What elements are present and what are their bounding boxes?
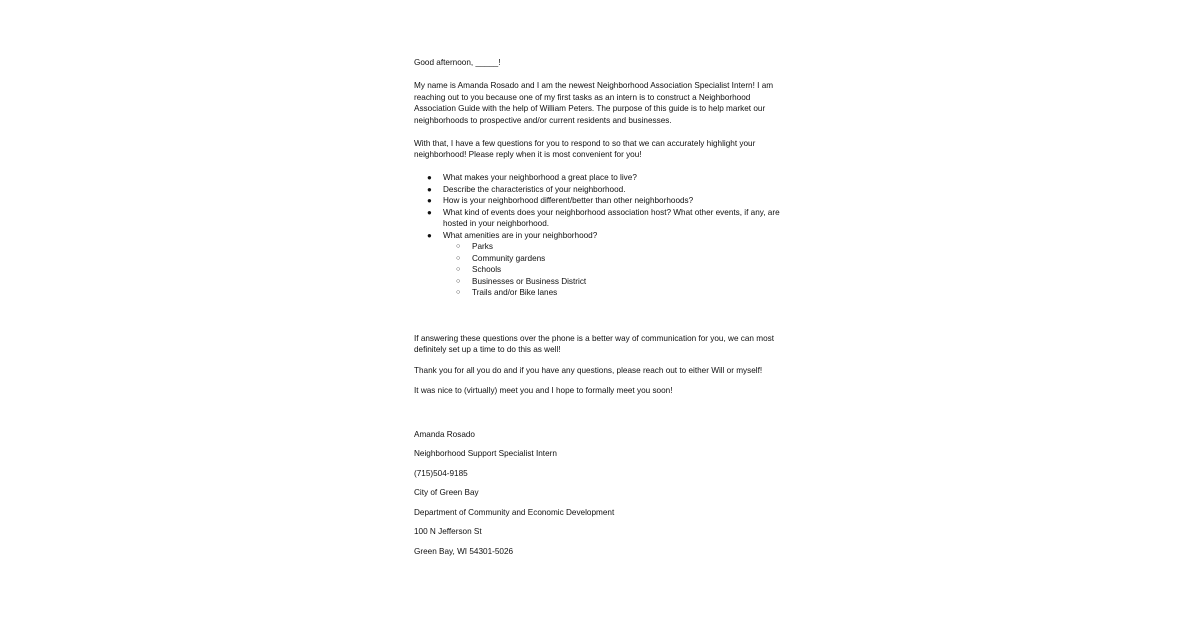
amenity-item (443, 276, 794, 288)
question-item (414, 230, 794, 299)
amenity-text: Schools (472, 265, 502, 274)
question-text: What kind of events does your neighborhood association host? What other events, if any, are hosted in your neighborhood. (443, 207, 780, 228)
phone-option-paragraph: If answering these questions over the phone is a better way of communication for you, we can most definitely set up a time to do this as well! (414, 333, 774, 354)
thanks-paragraph: Thank you for all you do and if you have any questions, please reach out to either Will or myself! (414, 365, 763, 375)
bullet-icon: ● (427, 184, 432, 194)
hollow-bullet-icon: ○ (456, 266, 461, 273)
amenity-item (443, 287, 794, 299)
amenity-item (443, 264, 794, 276)
signature-street: 100 N Jefferson St (414, 527, 482, 536)
bullet-icon: ● (427, 173, 432, 182)
question-item (414, 184, 794, 196)
signature-block (414, 429, 794, 558)
question-text: Describe the characteristics of your neighborhood. (443, 184, 626, 194)
intro-paragraph: My name is Amanda Rosado and I am the newest Neighborhood Association Specialist Intern! I am reaching out to you because one of my first tasks as an intern is to construct a Neighborhood Association Guide with the help of William Peters. The purpose of this guide is to help market our neighborhoods to prospective and/or current residents and businesses. (414, 81, 774, 125)
question-text: What makes your neighborhood a great place to live? (443, 173, 637, 182)
bullet-icon: ● (427, 207, 432, 217)
amenity-text: Parks (472, 242, 493, 251)
questions-list (414, 172, 794, 299)
signature-org: City of Green Bay (414, 488, 479, 497)
question-item (414, 195, 794, 207)
signature-city: Green Bay, WI 54301-5026 (414, 546, 514, 556)
amenities-list (443, 241, 794, 299)
amenity-text: Community gardens (472, 253, 546, 263)
hollow-bullet-icon: ○ (456, 277, 461, 285)
amenity-text: Businesses or Business District (472, 276, 587, 286)
question-text: What amenities are in your neighborhood? (443, 230, 598, 240)
bullet-icon: ● (427, 196, 432, 205)
closing-paragraph: It was nice to (virtually) meet you and I hope to formally meet you soon! (414, 386, 673, 395)
hollow-bullet-icon: ○ (456, 254, 461, 262)
signature-dept: Department of Community and Economic Development (414, 507, 615, 517)
hollow-bullet-icon: ○ (456, 243, 461, 250)
signature-name: Amanda Rosado (414, 429, 475, 439)
signature-phone: (715)504-9185 (414, 468, 468, 478)
amenity-item (443, 241, 794, 253)
question-item (414, 172, 794, 184)
question-text: How is your neighborhood different/better than other neighborhoods? (443, 196, 694, 205)
letter-body (414, 57, 794, 565)
question-item (414, 207, 794, 230)
request-paragraph: With that, I have a few questions for you to respond to so that we can accurately highlight your neighborhood! Please reply when it is most convenient for you! (414, 138, 756, 159)
amenity-item (443, 253, 794, 265)
bullet-icon: ● (427, 230, 432, 240)
greeting: Good afternoon, _____! (414, 58, 501, 67)
hollow-bullet-icon: ○ (456, 289, 461, 296)
signature-title: Neighborhood Support Specialist Intern (414, 449, 557, 458)
amenity-text: Trails and/or Bike lanes (472, 288, 558, 297)
